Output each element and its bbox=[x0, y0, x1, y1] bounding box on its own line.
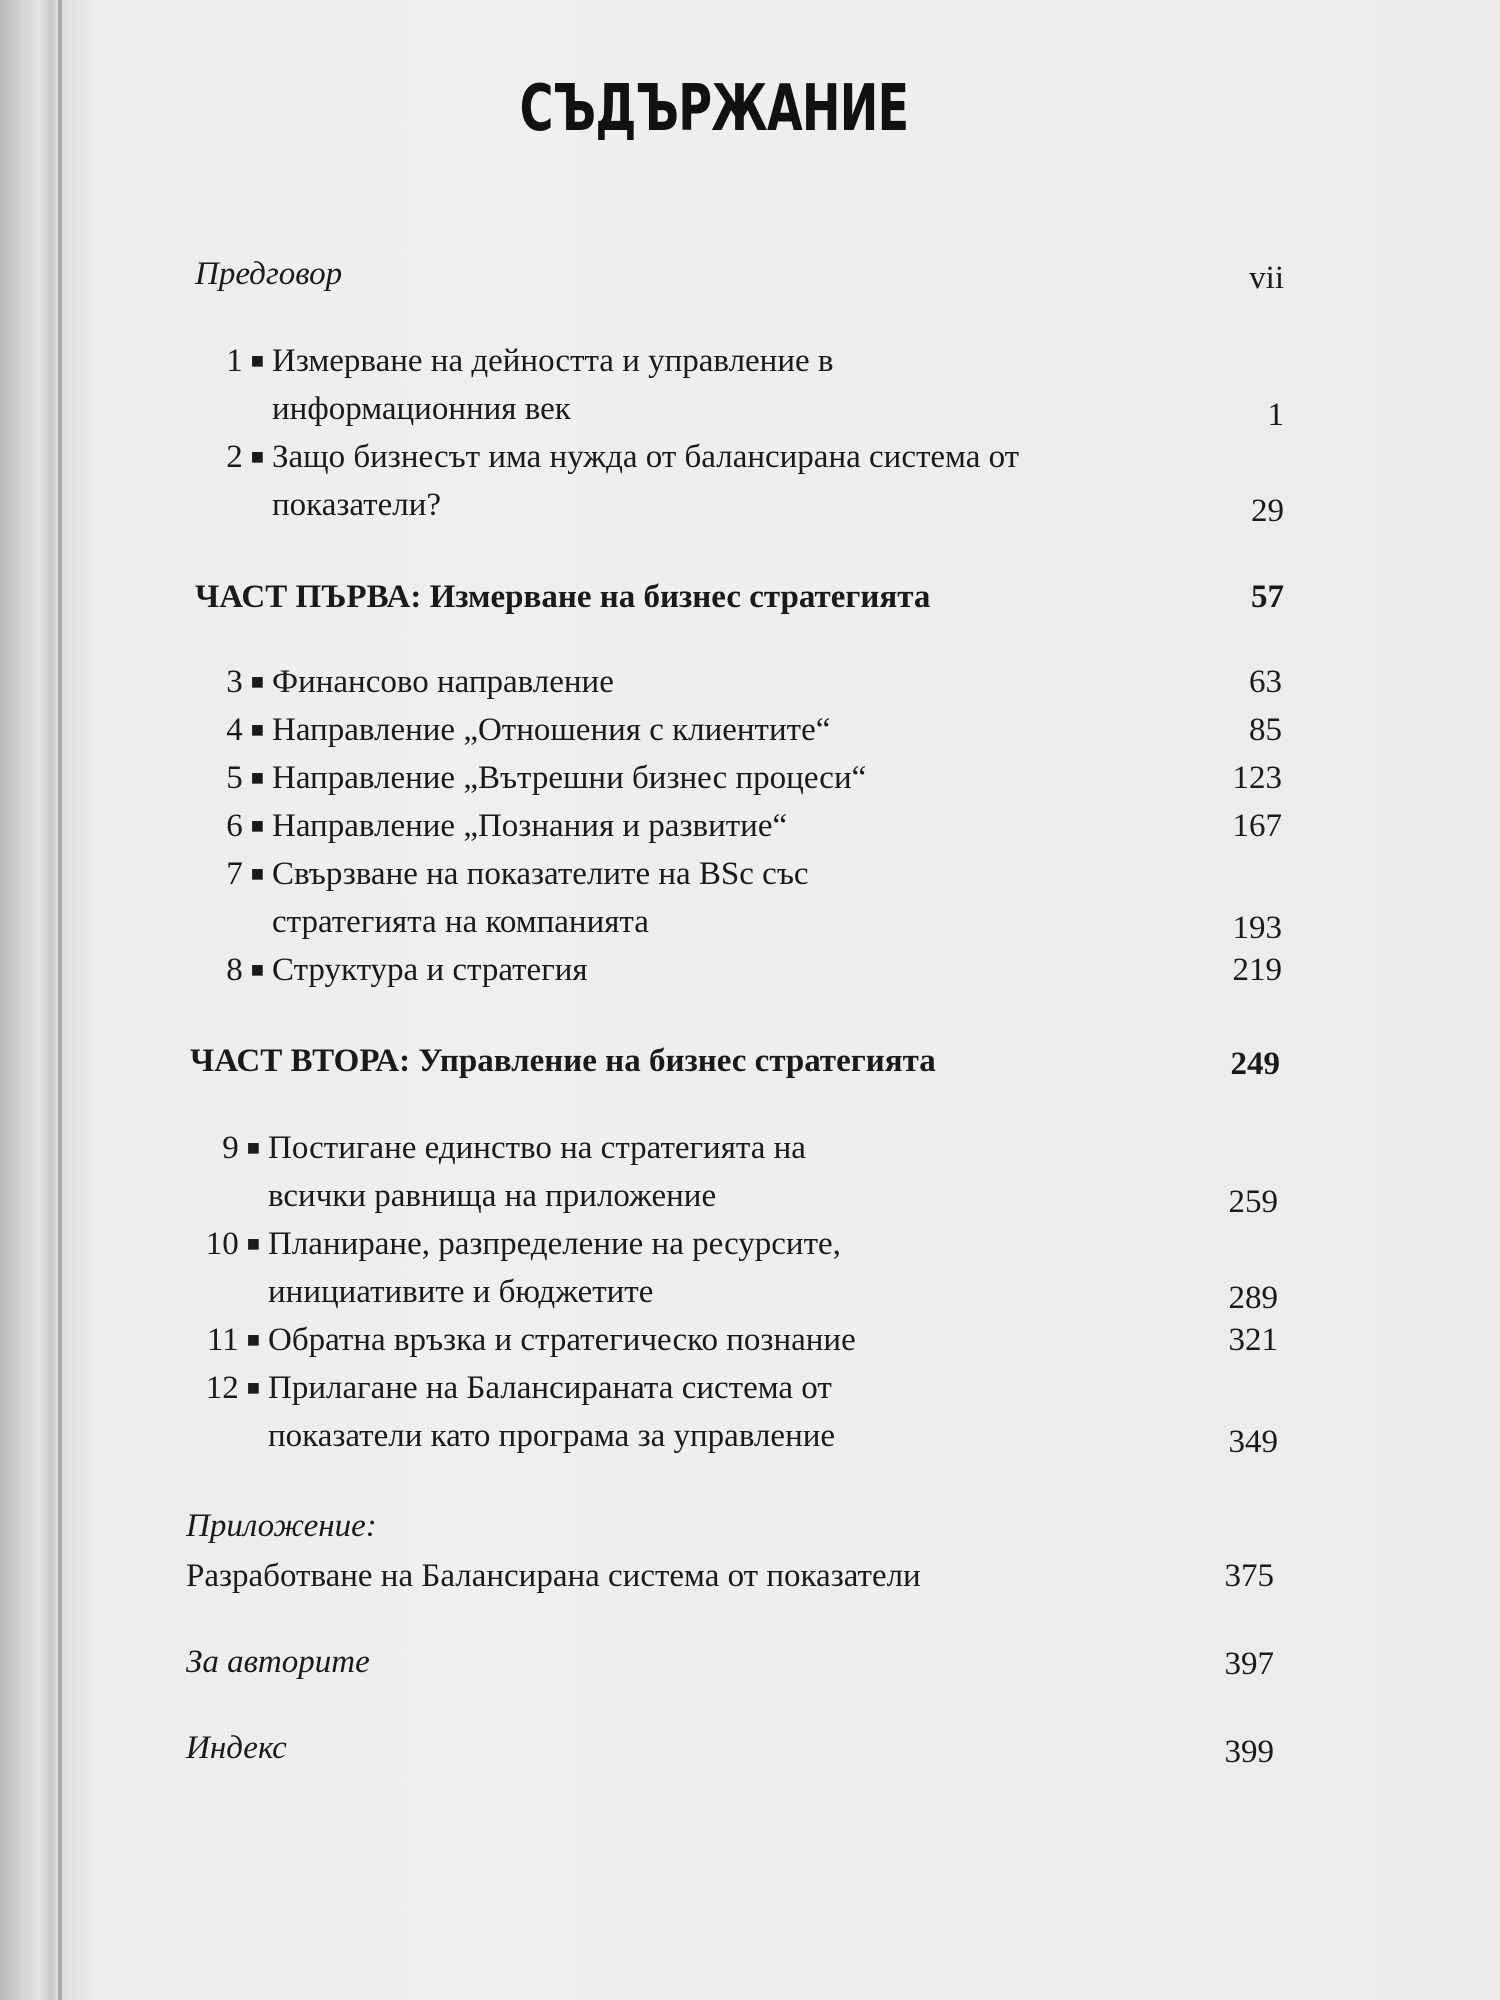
preface-label: Предговор bbox=[195, 256, 343, 292]
index-label: Индекс bbox=[186, 1730, 287, 1766]
page-title: СЪДЪРЖАНИЕ bbox=[519, 72, 909, 146]
chapter-page: 1 bbox=[1267, 397, 1284, 433]
chapter-number-text: 6 bbox=[226, 808, 243, 844]
chapter-number bbox=[178, 1124, 260, 1172]
chapter-number-text: 9 bbox=[222, 1130, 239, 1166]
chapter-page: 85 bbox=[1249, 712, 1282, 748]
chapter-number bbox=[182, 658, 264, 706]
chapter-page: 321 bbox=[1228, 1322, 1278, 1358]
chapter-title-continued: инициативите и бюджетите bbox=[268, 1274, 654, 1310]
bullet-icon: ■ bbox=[246, 1375, 260, 1400]
chapter-title: Свързване на показателите на BSc със bbox=[272, 856, 809, 892]
chapter-title-continued: всички равнища на приложение bbox=[268, 1178, 717, 1214]
chapter-number bbox=[182, 337, 264, 385]
chapter-title-continued: информационния век bbox=[272, 391, 571, 427]
page-spine bbox=[58, 0, 62, 2000]
part2-heading: ЧАСТ ВТОРА: Управление на бизнес стратегията bbox=[190, 1043, 936, 1079]
chapter-number bbox=[182, 433, 264, 481]
chapter-number bbox=[182, 946, 264, 994]
chapter-page: 289 bbox=[1228, 1280, 1278, 1316]
chapter-number bbox=[178, 1316, 260, 1364]
chapter-title: Прилагане на Балансираната система от bbox=[268, 1370, 832, 1406]
authors-page: 397 bbox=[1224, 1646, 1274, 1682]
bullet-icon: ■ bbox=[250, 348, 264, 373]
chapter-number-text: 4 bbox=[226, 712, 243, 748]
bullet-icon: ■ bbox=[246, 1327, 260, 1352]
bullet-icon: ■ bbox=[250, 765, 264, 790]
chapter-number-text: 11 bbox=[206, 1322, 239, 1358]
bullet-icon: ■ bbox=[250, 717, 264, 742]
bullet-icon: ■ bbox=[250, 861, 264, 886]
chapter-title: Направление „Вътрешни бизнес процеси“ bbox=[272, 760, 867, 796]
appendix-label: Приложение: bbox=[186, 1508, 377, 1544]
chapter-number-text: 3 bbox=[226, 664, 243, 700]
bullet-icon: ■ bbox=[250, 957, 264, 982]
chapter-title: Направление „Отношения с клиентите“ bbox=[272, 712, 831, 748]
chapter-number-text: 12 bbox=[205, 1370, 239, 1406]
chapter-title: Измерване на дейността и управление в bbox=[272, 343, 834, 379]
chapter-number-text: 5 bbox=[226, 760, 243, 796]
part1-heading: ЧАСТ ПЪРВА: Измерване на бизнес стратегията bbox=[195, 579, 931, 615]
chapter-number bbox=[182, 706, 264, 754]
chapter-number bbox=[182, 802, 264, 850]
chapter-title: Обратна връзка и стратегическо познание bbox=[268, 1322, 856, 1358]
chapter-page: 167 bbox=[1232, 808, 1282, 844]
bullet-icon: ■ bbox=[246, 1135, 260, 1160]
chapter-title-continued: показатели? bbox=[272, 487, 442, 523]
bullet-icon: ■ bbox=[250, 813, 264, 838]
chapter-title: Планиране, разпределение на ресурсите, bbox=[268, 1226, 841, 1262]
part1-page: 57 bbox=[1251, 579, 1284, 615]
chapter-page: 63 bbox=[1249, 664, 1282, 700]
chapter-number-text: 10 bbox=[205, 1226, 239, 1262]
chapter-title-continued: стратегията на компанията bbox=[272, 904, 649, 940]
appendix-title: Разработване на Балансирана система от показатели bbox=[186, 1558, 921, 1594]
chapter-title: Направление „Познания и развитие“ bbox=[272, 808, 788, 844]
chapter-page: 349 bbox=[1228, 1424, 1278, 1460]
chapter-number-text: 7 bbox=[226, 856, 243, 892]
bullet-icon: ■ bbox=[246, 1231, 260, 1256]
chapter-number bbox=[182, 850, 264, 898]
index-page: 399 bbox=[1224, 1734, 1274, 1770]
chapter-page: 29 bbox=[1251, 493, 1284, 529]
chapter-number bbox=[178, 1364, 260, 1412]
chapter-title: Постигане единство на стратегията на bbox=[268, 1130, 806, 1166]
chapter-number-text: 2 bbox=[226, 439, 243, 475]
chapter-title-continued: показатели като програма за управление bbox=[268, 1418, 836, 1454]
chapter-page: 123 bbox=[1232, 760, 1282, 796]
chapter-title: Защо бизнесът има нужда от балансирана система от bbox=[272, 439, 1020, 475]
bullet-icon: ■ bbox=[250, 669, 264, 694]
authors-label: За авторите bbox=[186, 1644, 370, 1680]
chapter-number bbox=[178, 1220, 260, 1268]
chapter-number bbox=[182, 754, 264, 802]
bullet-icon: ■ bbox=[250, 444, 264, 469]
chapter-page: 259 bbox=[1228, 1184, 1278, 1220]
chapter-number-text: 8 bbox=[226, 952, 243, 988]
chapter-page: 219 bbox=[1232, 952, 1282, 988]
chapter-page: 193 bbox=[1232, 910, 1282, 946]
chapter-title: Структура и стратегия bbox=[272, 952, 588, 988]
part2-page: 249 bbox=[1230, 1046, 1280, 1082]
preface-page: vii bbox=[1249, 260, 1284, 296]
chapter-number-text: 1 bbox=[226, 343, 243, 379]
appendix-page: 375 bbox=[1224, 1558, 1274, 1594]
chapter-title: Финансово направление bbox=[272, 664, 614, 700]
